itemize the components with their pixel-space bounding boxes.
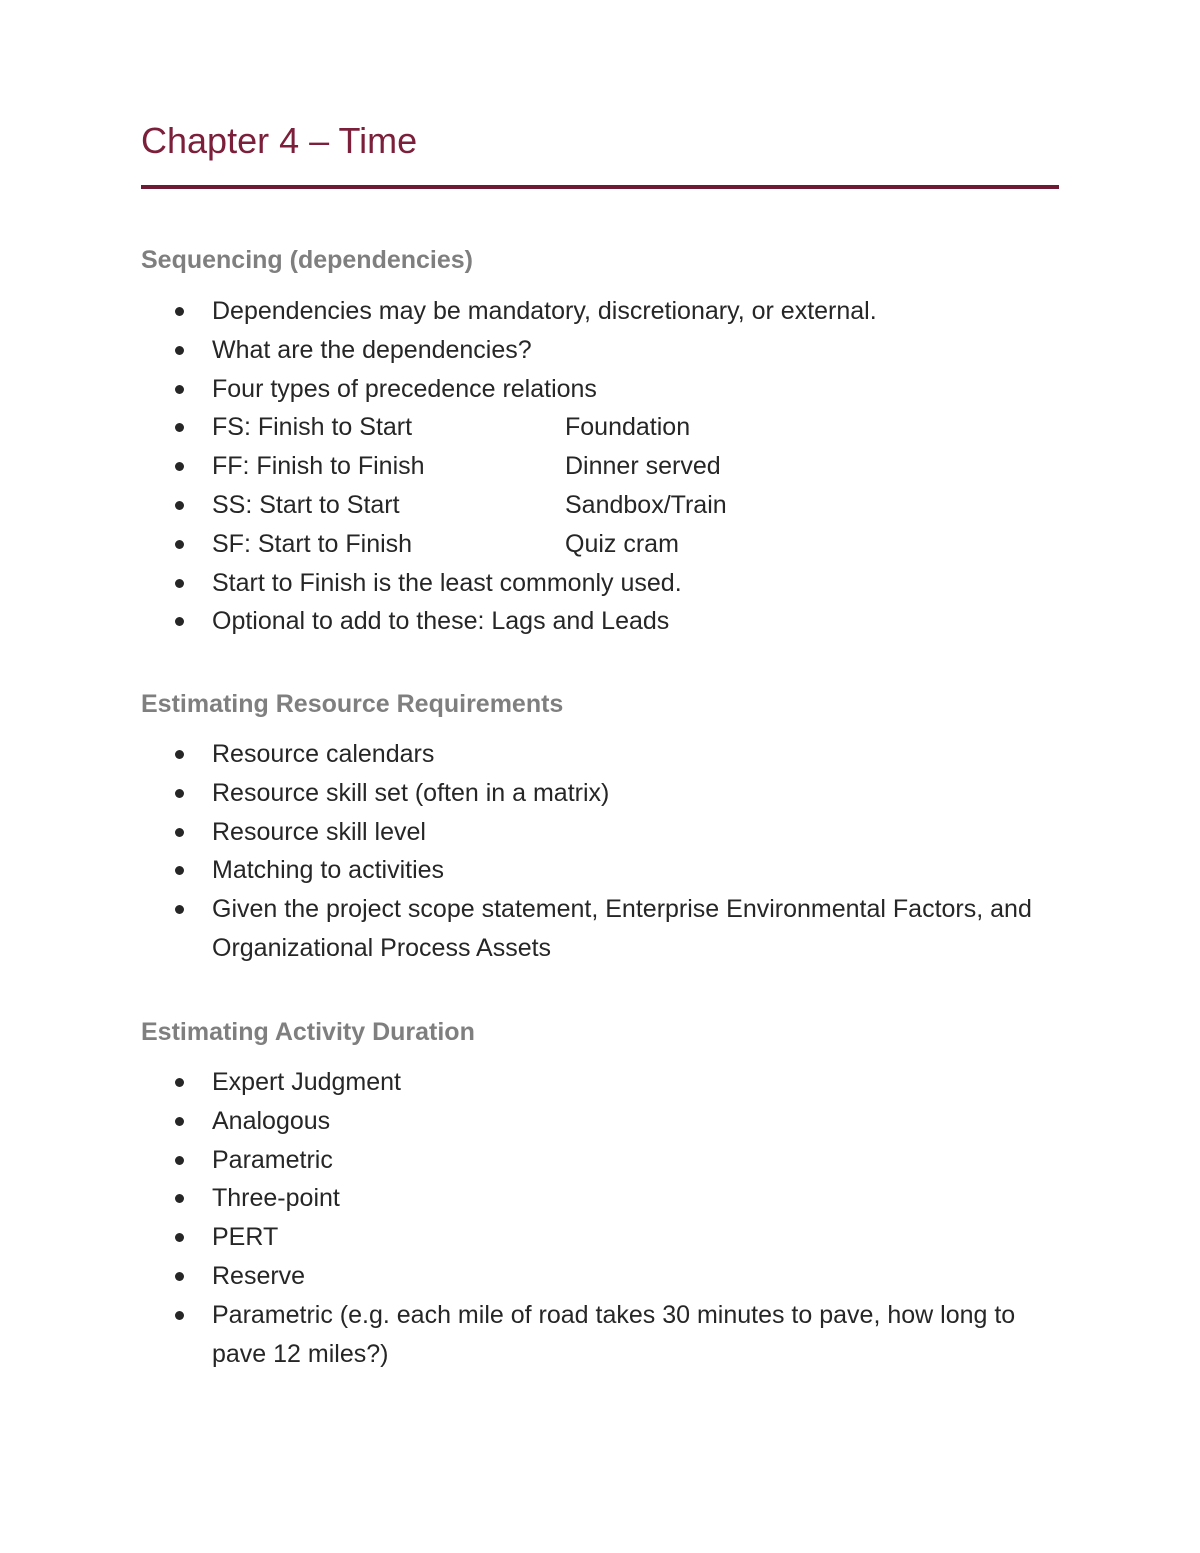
list-item: Four types of precedence relations [141, 370, 1059, 409]
list-item: Resource calendars [141, 735, 1059, 774]
bullet-icon [175, 501, 184, 510]
list-item: Expert Judgment [141, 1063, 1059, 1102]
bullet-icon [175, 789, 184, 798]
list-item: Matching to activities [141, 851, 1059, 890]
bullet-icon [175, 1117, 184, 1126]
list-item: SS: Start to Start Sandbox/Train [141, 486, 1059, 525]
bullet-icon [175, 346, 184, 355]
bullet-icon [175, 905, 184, 914]
bullet-icon [175, 828, 184, 837]
list-item: Analogous [141, 1102, 1059, 1141]
activity-duration-list [141, 1063, 1059, 1373]
list-item: Given the project scope statement, Enterprise Environmental Factors, and Organizational Process Assets [141, 890, 1059, 968]
page-title: Chapter 4 – Time [141, 120, 418, 161]
bullet-icon [175, 385, 184, 394]
relation-example: Sandbox/Train [565, 490, 727, 519]
bullet-icon [175, 1311, 184, 1320]
bullet-icon [175, 866, 184, 875]
bullet-icon [175, 540, 184, 549]
list-item: PERT [141, 1218, 1059, 1257]
list-item: Parametric (e.g. each mile of road takes 30 minutes to pave, how long to pave 12 miles?) [141, 1296, 1059, 1374]
section-heading-sequencing: Sequencing (dependencies) [141, 246, 474, 274]
bullet-icon [175, 307, 184, 316]
bullet-icon [175, 423, 184, 432]
list-item: Parametric [141, 1141, 1059, 1180]
bullet-icon [175, 750, 184, 759]
relation-example: Foundation [565, 413, 691, 442]
list-item: FS: Finish to Start Foundation [141, 408, 1059, 447]
relation-example: Quiz cram [565, 529, 679, 558]
bullet-icon [175, 579, 184, 588]
list-item: Three-point [141, 1179, 1059, 1218]
bullet-icon [175, 1194, 184, 1203]
list-item: Dependencies may be mandatory, discretionary, or external. [141, 292, 1059, 331]
list-item: Optional to add to these: Lags and Leads [141, 602, 1059, 641]
list-item: Reserve [141, 1257, 1059, 1296]
section-heading-activity-duration: Estimating Activity Duration [141, 1018, 475, 1046]
list-item: Resource skill set (often in a matrix) [141, 774, 1059, 813]
bullet-icon [175, 1156, 184, 1165]
list-item: SF: Start to Finish Quiz cram [141, 525, 1059, 564]
sequencing-list [141, 292, 1059, 641]
bullet-icon [175, 617, 184, 626]
resource-requirements-list [141, 735, 1059, 968]
list-item: FF: Finish to Finish Dinner served [141, 447, 1059, 486]
relation-example: Dinner served [565, 452, 721, 481]
bullet-icon [175, 1272, 184, 1281]
list-item: Resource skill level [141, 813, 1059, 852]
list-item: What are the dependencies? [141, 331, 1059, 370]
bullet-icon [175, 1078, 184, 1087]
title-divider [141, 185, 1059, 189]
bullet-icon [175, 1233, 184, 1242]
section-heading-resource-requirements: Estimating Resource Requirements [141, 690, 564, 718]
list-item: Start to Finish is the least commonly used. [141, 564, 1059, 603]
bullet-icon [175, 462, 184, 471]
